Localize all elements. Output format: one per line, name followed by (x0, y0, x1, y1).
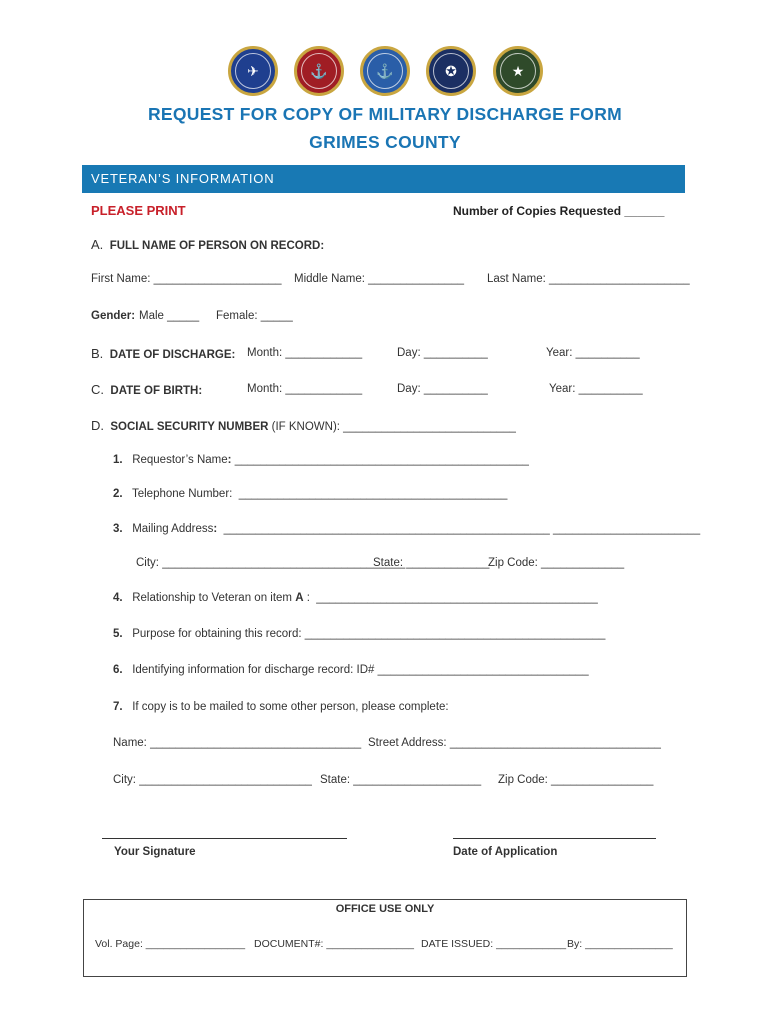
item-6-number: 6. (113, 664, 123, 676)
other-zip-field[interactable]: Zip Code: ________________ (498, 774, 654, 786)
item-5-number: 5. (113, 628, 123, 640)
mailing-address-label: Mailing Address (132, 523, 214, 535)
other-name-field[interactable]: Name: _________________________________ (113, 737, 362, 749)
requestor-name-row (113, 454, 529, 466)
office-by-field[interactable]: By: _______________ (567, 938, 673, 950)
please-print-label: PLEASE PRINT (91, 203, 186, 218)
gender-female-field[interactable]: Female: _____ (216, 310, 293, 322)
telephone-field[interactable]: Telephone Number: __________________________________________ (131, 488, 508, 500)
birth-day-field[interactable]: Day: __________ (397, 383, 488, 395)
coast-guard-seal-icon (360, 46, 410, 96)
gender-male-field[interactable]: Male _____ (139, 310, 200, 322)
item-1-number: 1. (113, 454, 123, 466)
item-d-heading (91, 418, 516, 433)
item-2-number: 2. (113, 488, 123, 500)
marine-corps-seal-icon-emblem: ⚓ (301, 53, 337, 89)
purpose-field[interactable]: Purpose for obtaining this record: _______________________________________________ (132, 628, 606, 640)
item-a-label: FULL NAME OF PERSON ON RECORD: (109, 240, 325, 252)
item-b-heading (91, 346, 235, 361)
mailing-address-row (113, 523, 700, 535)
item-c-letter: C. (91, 382, 104, 397)
other-state-field[interactable]: State: ____________________ (320, 774, 482, 786)
relationship-field[interactable]: : ____________________________________________ (303, 592, 598, 604)
birth-year-field[interactable]: Year: __________ (549, 383, 643, 395)
army-seal-icon-emblem: ★ (500, 53, 536, 89)
signature-line[interactable] (102, 838, 347, 839)
item-7-number: 7. (113, 701, 123, 713)
discharge-month-field[interactable]: Month: ____________ (247, 347, 363, 359)
telephone-row (113, 488, 507, 500)
mail-other-row (113, 701, 449, 713)
discharge-day-field[interactable]: Day: __________ (397, 347, 488, 359)
address-zip-field[interactable]: Zip Code: _____________ (488, 557, 625, 569)
item-b-label: DATE OF DISCHARGE: (109, 349, 236, 361)
form-title: REQUEST FOR COPY OF MILITARY DISCHARGE FORM (147, 104, 623, 124)
county-title: GRIMES COUNTY (309, 132, 461, 152)
item-4-number: 4. (113, 592, 123, 604)
item-c-heading (91, 382, 202, 397)
section-header: VETERAN’S INFORMATION (82, 165, 685, 193)
discharge-year-field[interactable]: Year: __________ (546, 347, 640, 359)
marine-corps-seal-icon (294, 46, 344, 96)
air-force-seal-icon (228, 46, 278, 96)
navy-seal-icon-emblem: ✪ (433, 53, 469, 89)
date-of-application-label: Date of Application (453, 846, 558, 858)
relationship-label: Relationship to Veteran on item (132, 592, 296, 604)
item-3-number: 3. (113, 523, 123, 535)
item-a-heading (91, 237, 324, 252)
mail-other-label: If copy is to be mailed to some other person, please complete: (132, 701, 449, 713)
requestor-name-label: Requestor’s Name (132, 454, 228, 466)
office-use-title: OFFICE USE ONLY (335, 903, 435, 915)
address-state-field[interactable]: State: _____________ (373, 557, 490, 569)
mailing-address-field[interactable]: ___________________________________________________ _______________________ (217, 523, 701, 535)
office-document-field[interactable]: DOCUMENT#: _______________ (254, 938, 414, 950)
address-city-field[interactable]: City: ______________________________________ (136, 557, 406, 569)
first-name-field[interactable]: First Name: ____________________ (91, 273, 282, 285)
identifying-info-row (113, 664, 589, 676)
birth-month-field[interactable]: Month: ____________ (247, 383, 363, 395)
middle-name-field[interactable]: Middle Name: _______________ (294, 273, 465, 285)
air-force-seal-icon-emblem: ✈ (235, 53, 271, 89)
item-d-letter: D. (91, 418, 104, 433)
relationship-item-ref: A (295, 592, 304, 604)
office-date-issued-field[interactable]: DATE ISSUED: ____________ (421, 938, 567, 950)
identifying-info-field[interactable]: Identifying information for discharge record: ID# _________________________________ (132, 664, 589, 676)
navy-seal-icon (426, 46, 476, 96)
item-a-letter: A. (91, 237, 104, 252)
purpose-row (113, 628, 605, 640)
requestor-name-field[interactable]: ______________________________________________ (231, 454, 529, 466)
item-d-label: SOCIAL SECURITY NUMBER (110, 421, 269, 433)
relationship-row (113, 592, 598, 604)
other-city-field[interactable]: City: ___________________________ (113, 774, 312, 786)
mailing-address-colon: : (213, 523, 218, 535)
signature-label: Your Signature (114, 846, 196, 858)
requestor-name-colon: : (227, 454, 232, 466)
gender-label: Gender: (91, 310, 136, 322)
army-seal-icon (493, 46, 543, 96)
office-vol-page-field[interactable]: Vol. Page: _________________ (95, 938, 246, 950)
date-of-application-line[interactable] (453, 838, 656, 839)
item-b-letter: B. (91, 346, 104, 361)
coast-guard-seal-icon-emblem: ⚓ (367, 53, 403, 89)
item-c-label: DATE OF BIRTH: (110, 385, 203, 397)
other-street-field[interactable]: Street Address: _________________________________ (368, 737, 661, 749)
last-name-field[interactable]: Last Name: ______________________ (487, 273, 690, 285)
ssn-field[interactable]: (IF KNOWN): ___________________________ (271, 421, 516, 433)
copies-requested-field[interactable]: Number of Copies Requested ______ (453, 204, 665, 218)
